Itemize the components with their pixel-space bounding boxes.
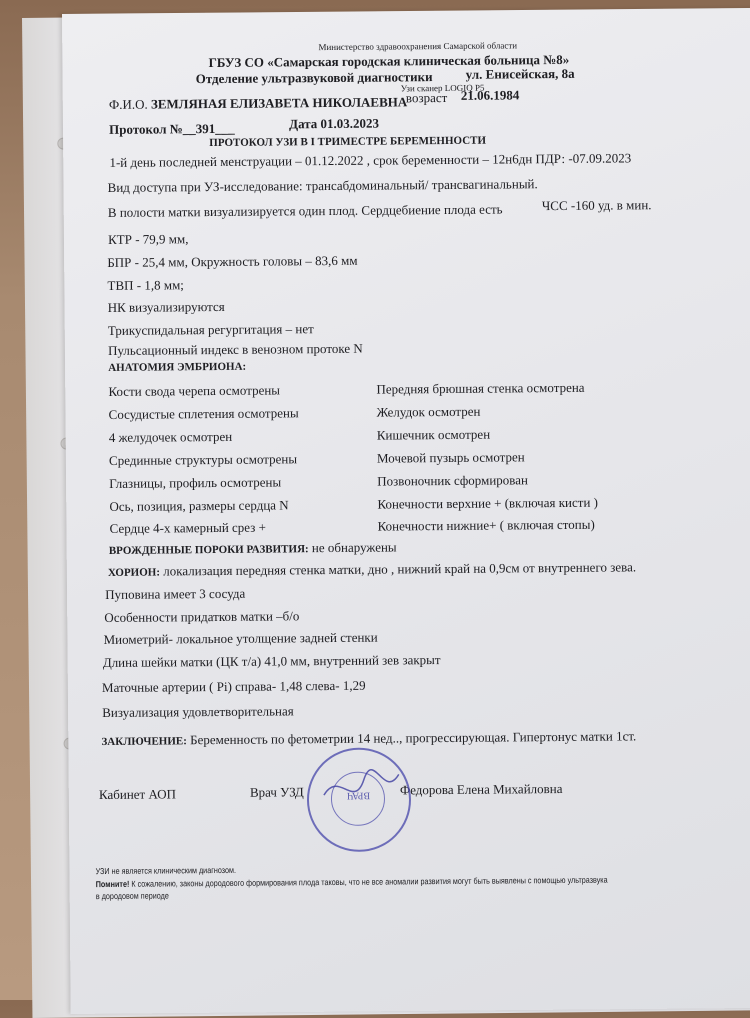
- anatomy-item: Передняя брюшная стенка осмотрена: [376, 379, 585, 397]
- anatomy-item: Ось, позиция, размеры сердца N: [109, 497, 289, 514]
- document-title: ПРОТОКОЛ УЗИ В I ТРИМЕСТРЕ БЕРЕМЕННОСТИ: [209, 134, 487, 150]
- anatomy-item: Сердце 4-х камерный срез +: [109, 519, 266, 536]
- office: Кабинет АОП: [98, 786, 177, 803]
- anatomy-item: Кишечник осмотрен: [376, 426, 491, 443]
- warning-text: К сожалению, законы дородового формирования плода таковы, что не все аномалии развития могут быть выявлены с помощью ультразвука: [129, 874, 608, 889]
- protocol-number: Протокол №__391___: [109, 120, 235, 137]
- report-line: Особенности придатков матки –б/о: [104, 608, 300, 625]
- institution: ГБУЗ СО «Самарская городская клиническая больница №8»: [208, 51, 570, 71]
- report-line: НК визуализируются: [107, 298, 225, 315]
- doctor-label: Врач УЗД: [249, 784, 304, 800]
- name-label: Ф.И.О.: [108, 96, 148, 112]
- defects-line: [109, 539, 397, 558]
- patient-name: ЗЕМЛЯНАЯ ЕЛИЗАВЕТА НИКОЛАЕВНА: [150, 94, 408, 112]
- anatomy-item: Срединные структуры осмотрены: [108, 451, 298, 468]
- warning-label: Помните!: [95, 878, 130, 890]
- birthdate: 21.06.1984: [460, 87, 520, 103]
- chorion-value: локализация передняя стенка матки, дно , нижний край на 0,9см от внутреннего зева.: [159, 559, 637, 579]
- report-line: Пульсационный индекс в венозном протоке N: [107, 340, 363, 358]
- anatomy-item: 4 желудочек осмотрен: [108, 428, 233, 445]
- report-line: Пуповина имеет 3 сосуда: [105, 585, 246, 602]
- footer-warning-2: в дородовом периоде: [95, 890, 169, 902]
- report-line: Вид доступа при УЗ-исследование: трансабдоминальный/ трансвагинальный.: [107, 176, 538, 195]
- stamp-text: ВРАЧ: [346, 789, 371, 801]
- chorion-line: [108, 559, 636, 580]
- anatomy-item: Сосудистые сплетения осмотрены: [108, 405, 299, 422]
- anatomy-item: Кости свода черепа осмотрены: [108, 382, 281, 399]
- protocol-date: Дата 01.03.2023: [289, 115, 380, 132]
- anatomy-item: Мочевой пузырь осмотрен: [376, 449, 525, 466]
- signature-scribble: [309, 749, 410, 850]
- heart-rate: ЧСС -160 уд. в мин.: [541, 197, 652, 214]
- address: ул. Енисейская, 8а: [465, 65, 575, 82]
- conclusion-label: ЗАКЛЮЧЕНИЕ:: [101, 735, 187, 749]
- report-line: Миометрий- локальное утолщение задней стенки: [103, 629, 378, 647]
- chorion-label: ХОРИОН:: [107, 566, 161, 579]
- report-line: В полости матки визуализируется один плод. Сердцебиение плода есть: [107, 201, 503, 220]
- anatomy-item: Желудок осмотрен: [376, 403, 481, 420]
- patient-name-line: [109, 94, 407, 113]
- age-label: возраст: [405, 89, 448, 106]
- anatomy-item: Конечности верхние + (включая кисти ): [377, 494, 599, 512]
- footer-note: УЗИ не является клиническим диагнозом.: [95, 864, 237, 877]
- anatomy-item: Конечности нижние+ ( включая стопы): [377, 516, 595, 534]
- department: Отделение ультразвуковой диагностики: [195, 69, 433, 87]
- report-line: БПР - 25,4 мм, Окружность головы – 83,6 мм: [107, 252, 358, 270]
- scanner: Узи сканер LOGIQ P5: [400, 82, 485, 94]
- report-line: Длина шейки матки (ЦК т/а) 41,0 мм, внутренний зев закрыт: [102, 652, 441, 671]
- anatomy-item: Глазницы, профиль осмотрены: [109, 474, 282, 491]
- doctor-stamp: [307, 747, 412, 852]
- report-line: 1-й день последней менструации – 01.12.2022 , срок беременности – 12н6дн ПДР: -07.09.2023: [109, 150, 632, 170]
- report-line: Трикуспидальная регургитация – нет: [107, 321, 314, 338]
- report-line: Визуализация удовлетворительная: [102, 703, 294, 721]
- report-line: КТР - 79,9 мм,: [108, 231, 189, 247]
- doctor-name: Федорова Елена Михайловна: [399, 780, 563, 798]
- anatomy-item: Позвоночник сформирован: [377, 472, 529, 489]
- defects-label: ВРОЖДЕННЫЕ ПОРОКИ РАЗВИТИЯ:: [108, 543, 309, 557]
- defects-value: не обнаружены: [308, 539, 397, 556]
- conclusion-line: [101, 728, 636, 749]
- report-line: Маточные артерии ( Pi) справа- 1,48 слева- 1,29: [101, 677, 366, 696]
- footer-warning: [96, 875, 608, 889]
- report-line: ТВП - 1,8 мм;: [107, 277, 184, 293]
- anatomy-heading: АНАТОМИЯ ЭМБРИОНА:: [108, 360, 247, 374]
- ministry: Министерство здравоохранения Самарской области: [318, 40, 518, 53]
- conclusion-value: Беременность по фетометрии 14 нед.., прогрессирующая. Гипертонус матки 1ст.: [186, 728, 637, 748]
